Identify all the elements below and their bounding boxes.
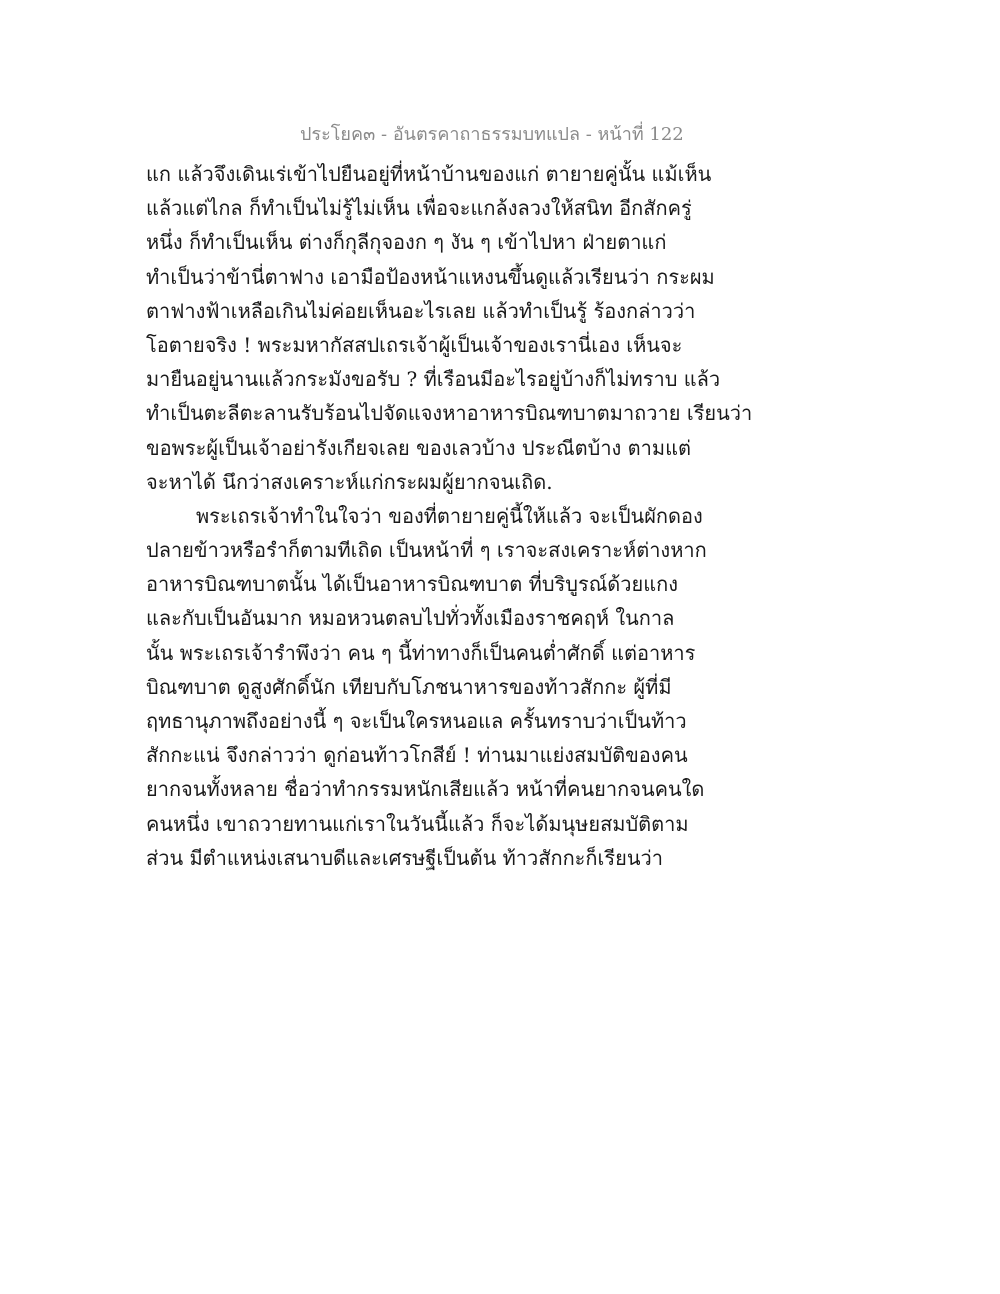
text-line: มายืนอยู่นานแล้วกระมังขอรับ ? ที่เรือนมีอะไรอยู่บ้างก็ไม่ทราบ แล้ว [146, 367, 721, 392]
text-line: และกับเป็นอันมาก หมอหวนตลบไปทั่วทั้งเมืองราชคฤห์ ในกาล [146, 606, 675, 631]
text-line: โอตายจริง ! พระมหากัสสปเถรเจ้าผู้เป็นเจ้าของเรานี่เอง เห็นจะ [146, 332, 683, 357]
body-text [146, 157, 753, 875]
text-line: ปลายข้าวหรือรำก็ตามทีเถิด เป็นหน้าที่ ๆ เราจะสงเคราะห์ต่างหาก [146, 538, 707, 563]
text-line: นั้น พระเถรเจ้ารำพึงว่า คน ๆ นี้ท่าทางก็เป็นคนต่ำศักดิ์ แต่อาหาร [146, 640, 696, 665]
text-line: ทำเป็นว่าข้านี่ตาฟาง เอามือป้องหน้าแหงนขึ้นดูแล้วเรียนว่า กระผม [146, 264, 715, 289]
text-line: หนึ่ง ก็ทำเป็นเห็น ต่างก็กุลีกุจองก ๆ งัน ๆ เข้าไปหา ฝ่ายตาแก่ [146, 230, 667, 255]
text-line: แล้วแต่ไกล ก็ทำเป็นไม่รู้ไม่เห็น เพื่อจะแกล้งลวงให้สนิท อีกสักครู่ [146, 196, 692, 221]
text-line: ฤทธานุภาพถึงอย่างนี้ ๆ จะเป็นใครหนอแล ครั้นทราบว่าเป็นท้าว [146, 709, 687, 733]
text-line: ยากจนทั้งหลาย ชื่อว่าทำกรรมหนักเสียแล้ว หน้าที่คนยากจนคนใด [146, 777, 705, 802]
text-line: ทำเป็นตะลีตะลานรับร้อนไปจัดแจงหาอาหารบิณฑบาตมาถวาย เรียนว่า [146, 401, 753, 426]
text-line: ส่วน มีตำแหน่งเสนาบดีและเศรษฐีเป็นต้น ท้าวสักกะก็เรียนว่า [146, 845, 663, 870]
text-line: ตาฟางฟ้าเหลือเกินไม่ค่อยเห็นอะไรเลย แล้วทำเป็นรู้ ร้องกล่าวว่า [146, 298, 696, 323]
paragraph-start-line: พระเถรเจ้าทำในใจว่า ของที่ตายายคู่นี้ให้แล้ว จะเป็นผักดอง [196, 503, 703, 528]
text-line: สักกะแน่ จึงกล่าวว่า ดูก่อนท้าวโกสีย์ ! ท่านมาแย่งสมบัติของคน [146, 743, 688, 768]
text-line: บิณฑบาต ดูสูงศักดิ์นัก เทียบกับโภชนาหารของท้าวสักกะ ผู้ที่มี [146, 674, 672, 699]
text-line: แก แล้วจึงเดินเร่เข้าไปยืนอยู่ที่หน้าบ้านของแก่ ตายายคู่นั้น แม้เห็น [146, 162, 712, 186]
running-header: ประโยค๓ - อันตรคาถาธรรมบทแปล - หน้าที่ 122 [300, 124, 684, 145]
text-line: อาหารบิณฑบาตนั้น ได้เป็นอาหารบิณฑบาต ที่บริบูรณ์ด้วยแกง [146, 572, 678, 597]
text-line: ขอพระผู้เป็นเจ้าอย่ารังเกียจเลย ของเลวบ้าง ประณีตบ้าง ตามแต่ [146, 435, 691, 460]
text-line: จะหาได้ นึกว่าสงเคราะห์แก่กระผมผู้ยากจนเถิด. [146, 469, 553, 494]
text-line: คนหนึ่ง เขาถวายทานแก่เราในวันนี้แล้ว ก็จะได้มนุษยสมบัติตาม [146, 811, 689, 836]
